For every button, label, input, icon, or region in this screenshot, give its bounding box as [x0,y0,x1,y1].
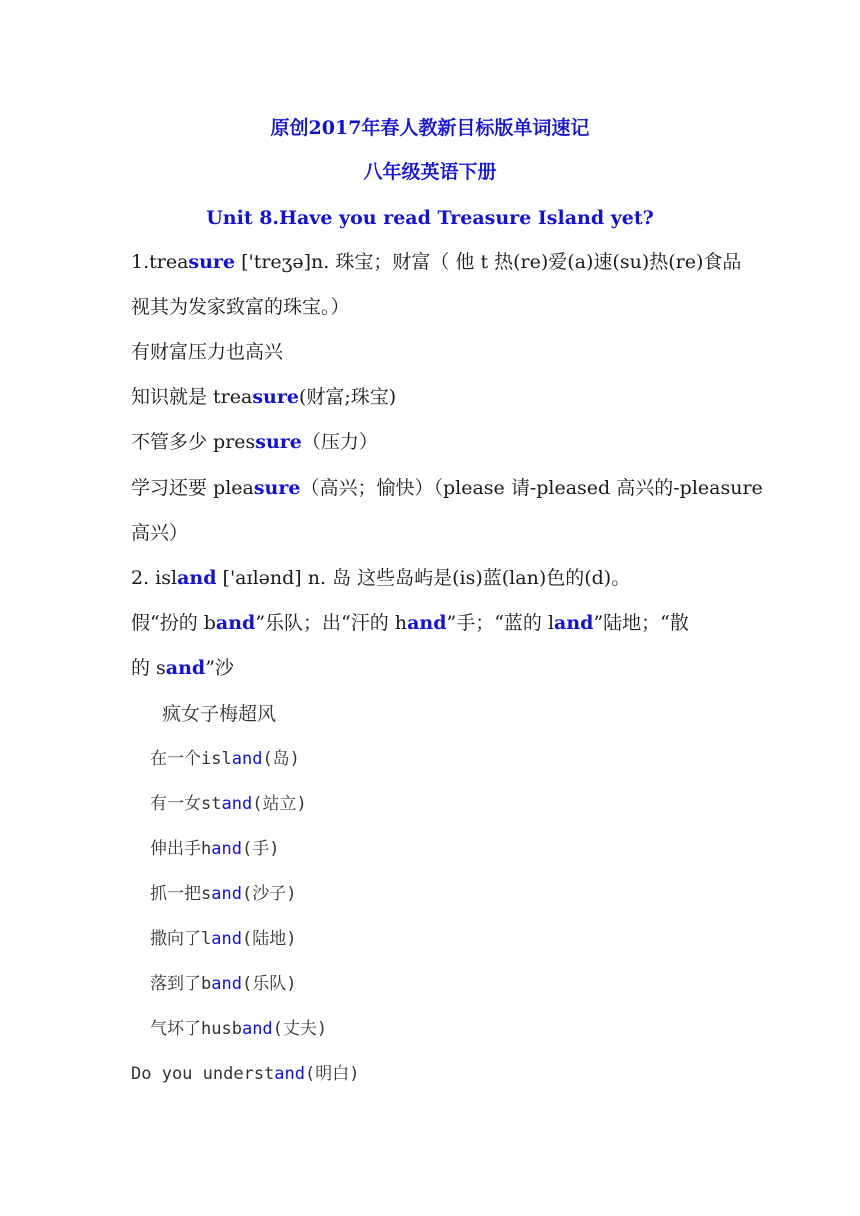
poem-line: 气坏了husband(丈夫) [150,1019,328,1039]
entry-treasure-mnemonic: 视其为发家致富的珠宝。） [131,296,350,318]
poem-line: 抓一把sand(沙子) [150,884,297,904]
poem-title: 疯女子梅超风 [162,703,277,725]
poem-line: 撒向了land(陆地) [150,929,297,949]
rhyme-line: 知识就是 treasure(财富;珠宝) [131,386,397,408]
unit-heading: Unit 8.Have you read Treasure Island yet? [206,207,654,229]
entry-treasure-heading: 1.treasure ['treʒə]n. 珠宝；财富（ 他 t 热(re)爱(a)速(su)热(re)食品 [131,251,742,273]
poem-line: 在一个island(岛) [150,749,300,769]
rhyme-line-cont: 高兴） [131,522,189,544]
entry-island-mnemonic: 假“扮的 band”乐队；出“汗的 hand”手；“蓝的 land”陆地；“散 [131,612,689,634]
poem-line: 落到了band(乐队) [150,974,297,994]
rhyme-line: 不管多少 pressure（压力） [131,431,378,453]
entry-island-heading: 2. island ['aɪlənd] n. 岛 这些岛屿是(is)蓝(lan)色的(d)。 [131,567,631,589]
poem-line: 伸出手hand(手) [150,839,280,859]
rhyme-line: 学习还要 pleasure（高兴；愉快）（please 请-pleased 高兴的-pleasure [131,477,763,499]
rhyme-title: 有财富压力也高兴 [131,341,284,363]
poem-last-line: Do you understand(明白) [131,1064,360,1084]
doc-subtitle: 八年级英语下册 [363,161,497,183]
doc-title: 原创2017年春人教新目标版单词速记 [270,117,590,139]
entry-island-mnemonic-cont: 的 sand”沙 [131,657,234,679]
poem-line: 有一女stand(站立) [150,794,307,814]
